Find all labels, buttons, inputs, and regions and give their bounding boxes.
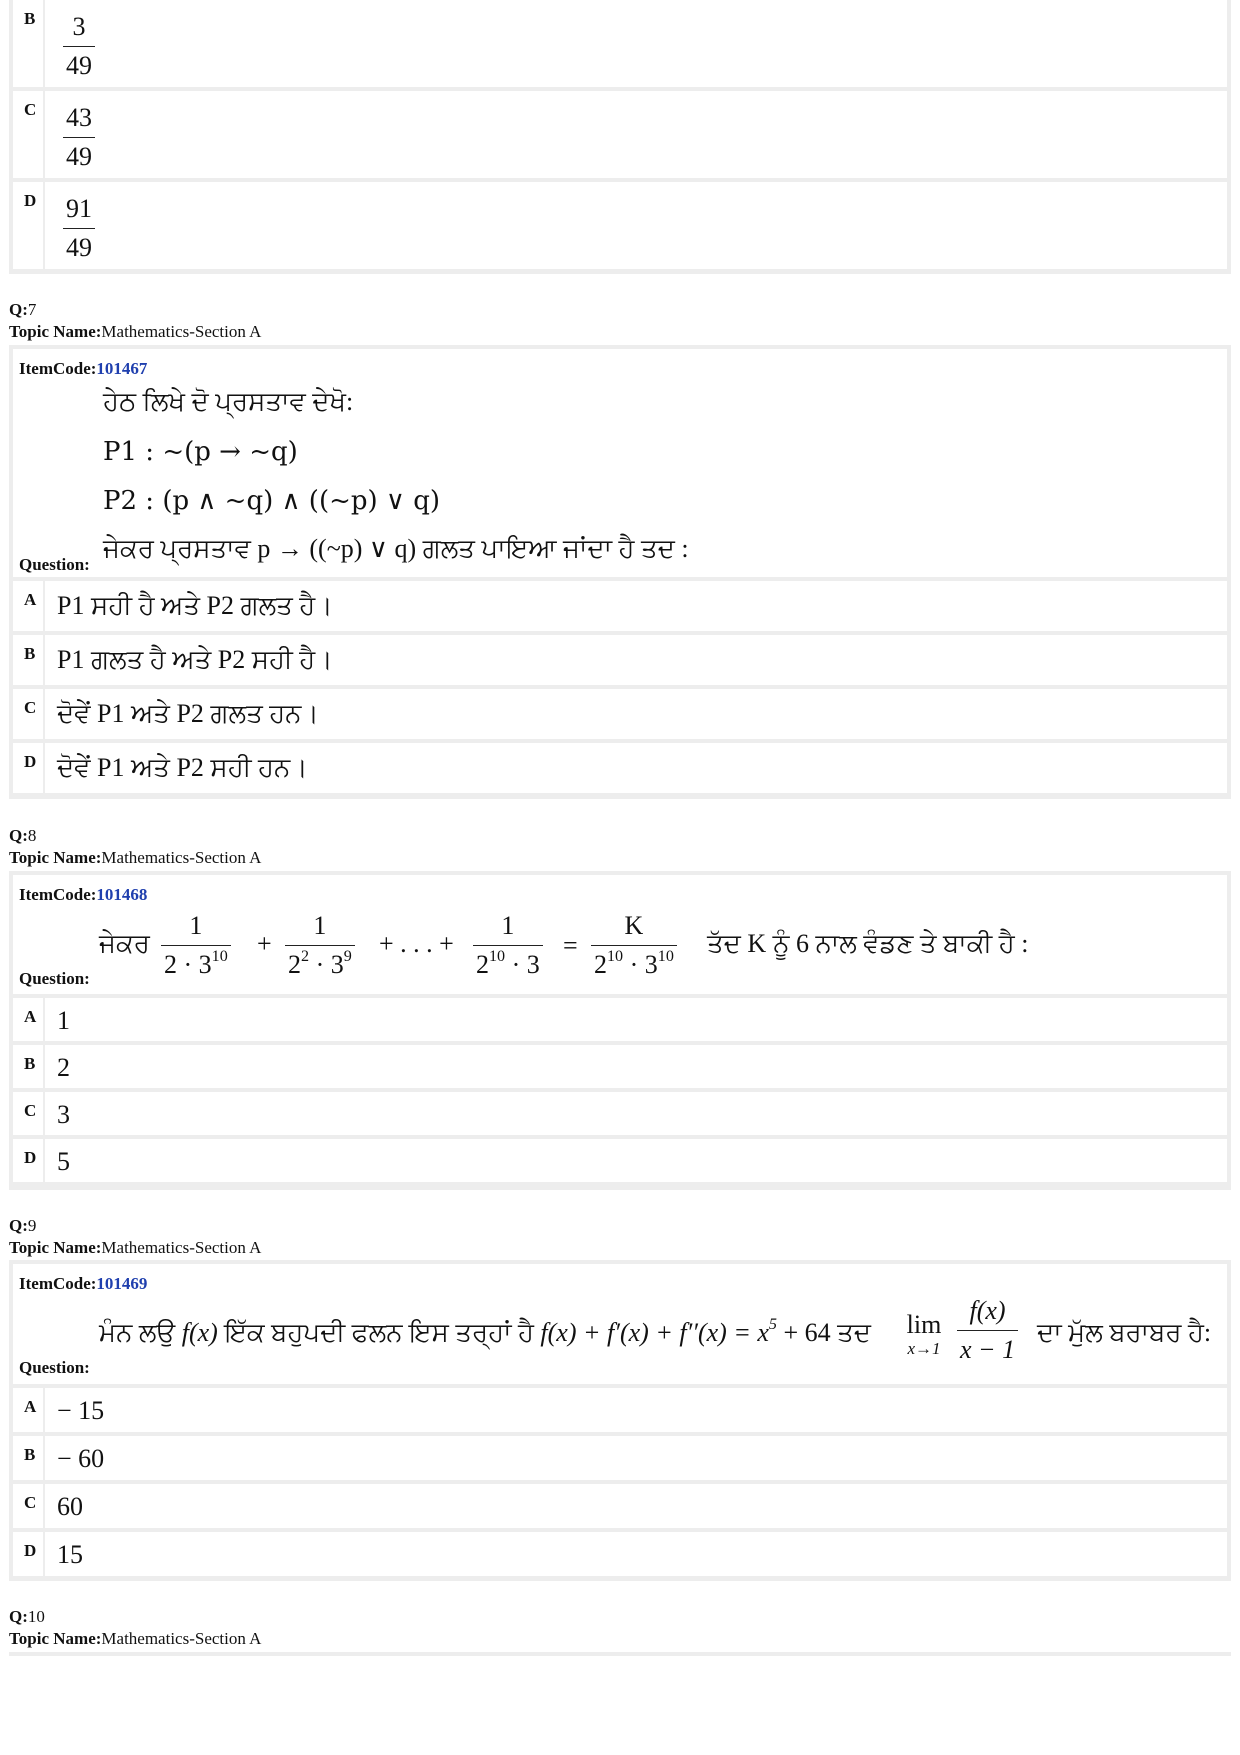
limit-subscript: x→1 <box>907 1339 941 1358</box>
option-label: B <box>24 1445 36 1464</box>
fraction-term-3 <box>473 913 543 978</box>
option-label: C <box>24 1493 37 1512</box>
option-text: P1 ਸਹੀ ਹੈ ਅਤੇ P2 ਗਲਤ ਹੈ। <box>57 591 333 620</box>
option-row[interactable] <box>13 1045 1227 1088</box>
fraction-denominator: $2 \cdot 3^{10}$ <box>161 945 231 978</box>
option-row[interactable] <box>13 1436 1227 1480</box>
fraction-numerator: 3 <box>72 12 86 41</box>
option-row[interactable] <box>13 1388 1227 1432</box>
equals-sign: = <box>563 931 578 960</box>
option-fraction <box>63 196 95 261</box>
question-stem <box>13 349 1227 577</box>
option-row[interactable] <box>13 689 1227 739</box>
prev-question-options <box>9 0 1231 274</box>
question-line: ਹੇਠ ਲਿਖੇ ਦੋ ਪ੍ਰਸਤਾਵ ਦੇਖੋ: <box>103 387 354 416</box>
proposition-p2: P2 : (p ∧ ~q) ∧ ((~p) ∨ q) <box>103 486 441 516</box>
fraction-numerator: f(x) <box>969 1296 1006 1325</box>
option-label: A <box>24 1397 37 1416</box>
option-text: ਦੋਵੇਂ P1 ਅਤੇ P2 ਸਹੀ ਹਨ। <box>57 753 308 782</box>
question-number: Q:9 <box>9 1216 37 1235</box>
option-text: ਦੋਵੇਂ P1 ਅਤੇ P2 ਗਲਤ ਹਨ। <box>57 699 319 728</box>
fraction-term-k <box>591 913 677 978</box>
option-row[interactable] <box>13 998 1227 1041</box>
question-label: Question: <box>19 1358 90 1377</box>
ellipsis-sum: + . . . + <box>379 929 454 958</box>
option-row[interactable] <box>13 91 1227 178</box>
option-label: B <box>24 9 36 28</box>
option-text: 2 <box>57 1053 70 1082</box>
fraction-numerator: 91 <box>66 194 92 223</box>
fraction-denominator: 49 <box>63 137 95 170</box>
option-label: D <box>24 1541 37 1560</box>
question-line: ਜੇਕਰ ਪ੍ਰਸਤਾਵ p → ((~p) ∨ q) ਗਲਤ ਪਾਇਆ ਜਾਂਦਾ ਹੈ ਤਦ : <box>103 534 689 563</box>
question-stem <box>13 1264 1227 1384</box>
fraction-denominator: $2^2 \cdot 3^9$ <box>285 945 355 978</box>
fraction-term-2 <box>285 913 355 978</box>
plus-sign: + <box>257 929 272 958</box>
option-label: B <box>24 1054 36 1073</box>
proposition-p1: P1 : ~(p → ~q) <box>103 437 298 467</box>
option-row[interactable] <box>13 635 1227 685</box>
fraction-numerator: 1 <box>189 911 203 940</box>
topic-name: Topic Name:Mathematics-Section A <box>9 848 262 867</box>
option-fraction <box>63 14 95 79</box>
option-text: 60 <box>57 1492 83 1521</box>
option-text: 3 <box>57 1100 70 1129</box>
option-label: C <box>24 698 37 717</box>
option-label: C <box>24 100 37 119</box>
option-text: − 60 <box>57 1444 105 1473</box>
question-tail: ਦਾ ਮੁੱਲ ਬਰਾਬਰ ਹੈ: <box>1037 1318 1212 1347</box>
option-label: D <box>24 1148 37 1167</box>
question-label: Question: <box>19 555 90 574</box>
option-text: 15 <box>57 1540 83 1569</box>
option-row[interactable] <box>13 743 1227 793</box>
fraction-denominator: 49 <box>63 46 95 79</box>
option-label: A <box>24 1007 37 1026</box>
option-label: D <box>24 191 37 210</box>
question-stem <box>13 875 1227 994</box>
option-text: 1 <box>57 1006 70 1035</box>
fraction-numerator: 43 <box>66 103 92 132</box>
option-label: A <box>24 590 37 609</box>
topic-name: Topic Name:Mathematics-Section A <box>9 322 262 341</box>
item-code: ItemCode:101469 <box>19 1274 148 1293</box>
item-code: ItemCode:101468 <box>19 885 148 904</box>
question-label: Question: <box>19 969 90 988</box>
question-block <box>9 871 1231 1190</box>
option-text: 5 <box>57 1147 70 1176</box>
option-row[interactable] <box>13 1484 1227 1528</box>
question-block <box>9 1260 1231 1581</box>
question-block-top <box>9 1652 1231 1656</box>
option-row[interactable] <box>13 581 1227 631</box>
option-label: D <box>24 752 37 771</box>
fraction-numerator: 1 <box>313 911 327 940</box>
fraction-numerator: K <box>624 911 644 940</box>
fraction-term-1 <box>161 913 231 978</box>
question-lead: ਮੰਨ ਲਉ f(x) ਇੱਕ ਬਹੁਪਦੀ ਫਲਨ ਇਸ ਤਰ੍ਹਾਂ ਹੈ $f(x) + f'(x) + f''(x) = x^5 + 64$ ਤਦ <box>99 1315 871 1347</box>
fraction-numerator: 1 <box>501 911 515 940</box>
option-row[interactable] <box>13 182 1227 269</box>
option-label: B <box>24 644 36 663</box>
fraction-denominator: 49 <box>63 228 95 261</box>
limit-fraction <box>957 1298 1018 1363</box>
option-row[interactable] <box>13 1532 1227 1576</box>
fraction-denominator: $2^{10} \cdot 3$ <box>473 945 543 978</box>
option-row[interactable] <box>13 1092 1227 1135</box>
question-block <box>9 345 1231 799</box>
option-text: − 15 <box>57 1396 105 1425</box>
item-code: ItemCode:101467 <box>19 359 148 378</box>
limit-operator: lim <box>906 1310 942 1339</box>
question-number: Q:8 <box>9 826 37 845</box>
limit-expression <box>899 1312 949 1360</box>
fraction-denominator: x − 1 <box>957 1330 1018 1363</box>
fraction-denominator: $2^{10} \cdot 3^{10}$ <box>591 945 677 978</box>
question-lead: ਜੇਕਰ <box>99 929 150 958</box>
question-tail: ਤੱਦ K ਨੂੰ 6 ਨਾਲ ਵੰਡਣ ਤੇ ਬਾਕੀ ਹੈ : <box>707 929 1029 958</box>
option-row[interactable] <box>13 0 1227 87</box>
option-text: P1 ਗਲਤ ਹੈ ਅਤੇ P2 ਸਹੀ ਹੈ। <box>57 645 333 674</box>
question-number: Q:7 <box>9 300 37 319</box>
topic-name: Topic Name:Mathematics-Section A <box>9 1238 262 1257</box>
option-label: C <box>24 1101 37 1120</box>
option-row[interactable] <box>13 1139 1227 1182</box>
topic-name: Topic Name:Mathematics-Section A <box>9 1629 262 1648</box>
option-fraction <box>63 105 95 170</box>
question-number: Q:10 <box>9 1607 45 1626</box>
